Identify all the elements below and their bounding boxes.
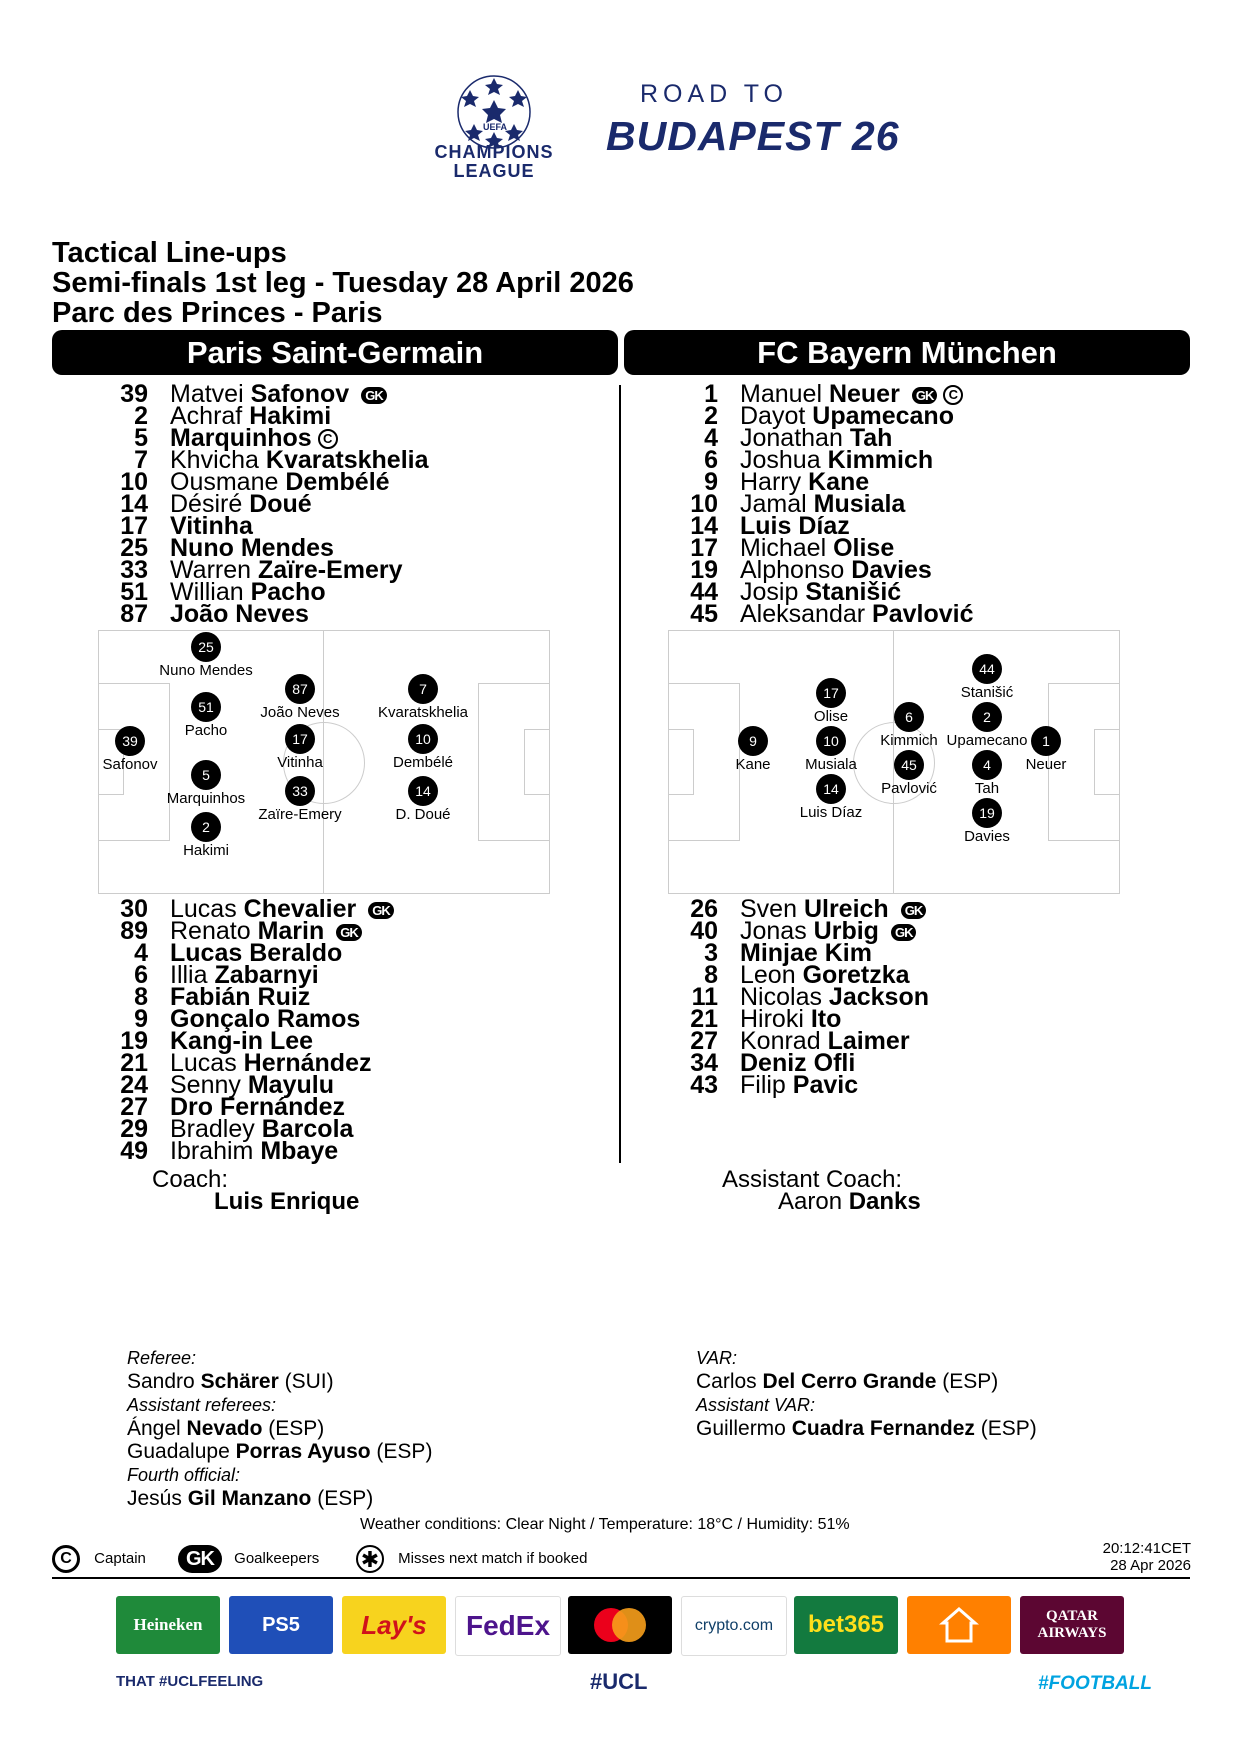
justeat-logo xyxy=(907,1596,1011,1654)
pitch-player-number: 39 xyxy=(115,726,145,756)
pitch-player-label: Nuno Mendes xyxy=(159,662,253,679)
player-row xyxy=(646,1027,1186,1055)
player-name: Dro Fernández xyxy=(170,1093,346,1121)
pitch-player-label: Musiala xyxy=(805,756,857,773)
pitch-player-number: 14 xyxy=(816,774,846,804)
goal-box-left xyxy=(669,729,694,795)
player-row xyxy=(646,983,1186,1011)
pitch-player-label: Safonov xyxy=(102,756,158,773)
sponsor-strip xyxy=(116,1596,1126,1654)
player-name: Konrad Laimer xyxy=(740,1027,910,1055)
ps5-logo: PS5 xyxy=(229,1596,333,1654)
player-number: 27 xyxy=(690,1027,718,1055)
legend-captain xyxy=(52,1545,146,1573)
player-number: 34 xyxy=(690,1049,718,1077)
player-name: Jamal Musiala xyxy=(740,490,906,518)
player-row xyxy=(646,1049,1186,1077)
pitch-player-number: 51 xyxy=(191,692,221,722)
player-name: Matvei Safonov GK xyxy=(170,383,387,405)
player-name: Lucas Chevalier GK xyxy=(170,898,394,920)
player-name: Renato Marin GK xyxy=(170,920,362,942)
ucl-line-1: CHAMPIONS xyxy=(434,142,554,162)
player-number: 7 xyxy=(134,446,148,474)
player-name: Michael Olise xyxy=(740,534,895,562)
player-name: Harry Kane xyxy=(740,468,870,496)
player-row xyxy=(76,1115,616,1143)
captain-icon: C xyxy=(943,385,963,405)
timestamp-date: 28 Apr 2026 xyxy=(1110,1557,1191,1574)
budapest-label: BUDAPEST 26 xyxy=(606,113,900,159)
fedex-logo: FedEx xyxy=(455,1596,561,1656)
pitch-player-label: Zaïre-Emery xyxy=(258,806,342,823)
player-number: 19 xyxy=(690,556,718,584)
player-row xyxy=(646,1071,1186,1099)
home-team-header: Paris Saint-Germain xyxy=(52,330,618,375)
player-number: 89 xyxy=(120,917,148,945)
away-team-header: FC Bayern München xyxy=(624,330,1190,375)
player-row xyxy=(646,1005,1186,1033)
pitch-player-number: 2 xyxy=(972,702,1002,732)
uefa-label: UEFA xyxy=(482,122,507,132)
player-name: Bradley Barcola xyxy=(170,1115,354,1143)
goalkeeper-icon: GK xyxy=(901,902,927,919)
player-name: Manuel Neuer GK C xyxy=(740,383,963,405)
pitch-player-label: Upamecano xyxy=(946,732,1028,749)
fourth-official-name: Jesús Gil Manzano (ESP) xyxy=(127,1487,374,1510)
assistant-referees-label: Assistant referees: xyxy=(127,1395,277,1415)
player-number: 4 xyxy=(134,939,148,967)
mastercard-circles-icon xyxy=(588,1605,652,1645)
assistant-referee-2: Guadalupe Porras Ayuso (ESP) xyxy=(127,1440,433,1463)
player-name: Vitinha xyxy=(170,512,253,540)
away-starters-list xyxy=(646,380,1186,628)
pitch-player-label: Neuer xyxy=(1025,756,1067,773)
pitch-player-label: Kimmich xyxy=(880,732,938,749)
player-name: João Neves xyxy=(170,600,309,628)
player-row xyxy=(646,490,1186,518)
player-name: Lucas Beraldo xyxy=(170,939,343,967)
player-number: 10 xyxy=(690,490,718,518)
player-number: 8 xyxy=(134,983,148,1011)
house-icon xyxy=(939,1605,979,1645)
player-name: Dayot Upamecano xyxy=(740,402,954,430)
player-name: Joshua Kimmich xyxy=(740,446,934,474)
footer-hashtag-left: THAT #UCLFEELING xyxy=(116,1673,264,1690)
player-row xyxy=(646,895,1186,923)
goalkeeper-legend-text: Goalkeepers xyxy=(234,1549,320,1567)
player-name: Nuno Mendes xyxy=(170,534,334,562)
player-number: 4 xyxy=(704,424,718,452)
player-name: Alphonso Davies xyxy=(740,556,932,584)
player-name: Aleksandar Pavlović xyxy=(740,600,974,628)
pitch-player-number: 33 xyxy=(285,776,315,806)
player-name: Hiroki Ito xyxy=(740,1005,842,1033)
captain-legend-text: Captain xyxy=(94,1549,146,1567)
timestamp-time: 20:12:41CET xyxy=(1102,1540,1191,1557)
player-name: Lucas Hernández xyxy=(170,1049,372,1077)
player-row xyxy=(76,380,616,408)
divider xyxy=(52,1577,1190,1579)
player-name: Marquinhos C xyxy=(170,427,338,449)
legend-booked xyxy=(356,1545,587,1573)
referee-label: Referee: xyxy=(127,1348,197,1368)
road-to-label: ROAD TO xyxy=(640,80,788,108)
player-name: Jonas Urbig GK xyxy=(740,920,916,942)
pitch-player-label: Tah xyxy=(974,780,1000,797)
footer-hashtag-center: #UCL xyxy=(590,1669,648,1694)
player-number: 8 xyxy=(704,961,718,989)
player-row xyxy=(646,468,1186,496)
pitch-player-label: Olise xyxy=(813,708,849,725)
pitch-player-number: 4 xyxy=(972,750,1002,780)
captain-icon: C xyxy=(318,429,338,449)
player-name: Filip Pavic xyxy=(740,1071,859,1099)
player-number: 21 xyxy=(120,1049,148,1077)
player-row xyxy=(76,961,616,989)
player-number: 3 xyxy=(704,939,718,967)
player-number: 49 xyxy=(120,1137,148,1165)
player-name: Achraf Hakimi xyxy=(170,402,332,430)
player-name: Minjae Kim xyxy=(740,939,872,967)
player-number: 21 xyxy=(690,1005,718,1033)
mastercard-logo xyxy=(568,1596,672,1654)
player-name: Josip Stanišić xyxy=(740,578,902,606)
pitch-player-number: 14 xyxy=(408,776,438,806)
player-name: Khvicha Kvaratskhelia xyxy=(170,446,429,474)
player-name: Gonçalo Ramos xyxy=(170,1005,361,1033)
player-number: 11 xyxy=(691,983,718,1011)
heineken-logo: Heineken xyxy=(116,1596,220,1654)
venue-info: Parc des Princes - Paris xyxy=(52,297,383,329)
lays-logo: Lay's xyxy=(342,1596,446,1654)
pitch-player-number: 17 xyxy=(816,678,846,708)
pitch-player-number: 25 xyxy=(191,632,221,662)
pitch-player-number: 2 xyxy=(191,812,221,842)
pitch-player-number: 7 xyxy=(408,674,438,704)
player-number: 45 xyxy=(690,600,718,628)
player-number: 33 xyxy=(120,556,148,584)
goalkeeper-icon: GK xyxy=(912,387,938,404)
pitch-player-number: 1 xyxy=(1031,726,1061,756)
player-number: 9 xyxy=(704,468,718,496)
weather-conditions: Weather conditions: Clear Night / Temperature: 18°C / Humidity: 51% xyxy=(360,1516,850,1533)
player-number: 5 xyxy=(134,424,148,452)
pitch-player-label: Kvaratskhelia xyxy=(377,704,469,721)
player-row xyxy=(76,1137,616,1165)
player-row xyxy=(646,917,1186,945)
officials-right xyxy=(696,1346,1037,1440)
home-pitch xyxy=(98,630,550,894)
pitch-player-number: 19 xyxy=(972,798,1002,828)
pitch-player-label: Kane xyxy=(735,756,771,773)
pitch-player-number: 9 xyxy=(738,726,768,756)
player-number: 1 xyxy=(704,380,718,408)
player-number: 6 xyxy=(704,446,718,474)
away-coach-label: Assistant Coach: xyxy=(722,1166,903,1193)
assistant-referee-1: Ángel Nevado (ESP) xyxy=(127,1417,325,1440)
cryptocom-logo: crypto.com xyxy=(681,1596,787,1656)
ucl-wordmark xyxy=(418,143,570,181)
pitch-player-label: D. Doué xyxy=(395,806,451,823)
booked-legend-text: Misses next match if booked xyxy=(398,1549,588,1567)
footer-hashtag-right: #FOOTBALL xyxy=(1038,1673,1152,1694)
player-row xyxy=(646,600,1186,628)
goalkeeper-icon: GK xyxy=(361,387,387,404)
pitch-player-number: 6 xyxy=(894,702,924,732)
player-number: 44 xyxy=(690,578,718,606)
player-name: Ibrahim Mbaye xyxy=(170,1137,339,1165)
player-name: Illia Zabarnyi xyxy=(170,961,319,989)
player-row xyxy=(646,402,1186,430)
column-divider xyxy=(619,385,621,1163)
player-name: Nicolas Jackson xyxy=(740,983,929,1011)
goalkeeper-icon: GK xyxy=(891,924,917,941)
player-number: 14 xyxy=(120,490,148,518)
pitch-player-number: 44 xyxy=(972,654,1002,684)
player-number: 14 xyxy=(690,512,718,540)
pitch-player-label: Vitinha xyxy=(277,754,323,771)
player-number: 51 xyxy=(120,578,148,606)
assistant-var-name: Guillermo Cuadra Fernandez (ESP) xyxy=(696,1417,1037,1440)
player-name: Ousmane Dembélé xyxy=(170,468,390,496)
var-name: Carlos Del Cerro Grande (ESP) xyxy=(696,1370,999,1393)
match-info: Semi-finals 1st leg - Tuesday 28 April 2026 xyxy=(52,267,634,299)
player-number: 17 xyxy=(120,512,148,540)
pitch-player-number: 17 xyxy=(285,724,315,754)
home-starters-list xyxy=(76,380,616,628)
pitch-player-label: Davies xyxy=(964,828,1010,845)
pitch-player-label: João Neves xyxy=(260,704,340,721)
pitch-player-number: 10 xyxy=(408,724,438,754)
page-title: Tactical Line-ups xyxy=(52,237,287,269)
player-number: 9 xyxy=(134,1005,148,1033)
player-row xyxy=(76,939,616,967)
officials-left xyxy=(127,1346,432,1510)
player-row xyxy=(76,895,616,923)
player-number: 87 xyxy=(120,600,148,628)
bet365-logo: bet365 xyxy=(794,1596,898,1654)
player-number: 39 xyxy=(120,380,148,408)
player-row xyxy=(76,1049,616,1077)
player-row xyxy=(646,512,1186,540)
home-coach-label: Coach: xyxy=(152,1166,229,1193)
player-number: 6 xyxy=(134,961,148,989)
captain-icon: C xyxy=(52,1545,80,1573)
pitch-player-label: Marquinhos xyxy=(166,790,246,807)
player-row xyxy=(76,556,616,584)
player-row xyxy=(646,939,1186,967)
pitch-player-label: Pavlović xyxy=(881,780,937,797)
player-name: Kang-in Lee xyxy=(170,1027,314,1055)
away-pitch xyxy=(668,630,1120,894)
player-row xyxy=(76,917,616,945)
goal-box-right xyxy=(1094,729,1119,795)
player-name: Deniz Ofli xyxy=(740,1049,856,1077)
player-row xyxy=(76,578,616,606)
player-row xyxy=(76,512,616,540)
player-number: 2 xyxy=(704,402,718,430)
player-number: 24 xyxy=(120,1071,148,1099)
player-name: Jonathan Tah xyxy=(740,424,893,452)
player-number: 19 xyxy=(120,1027,148,1055)
player-row xyxy=(646,556,1186,584)
player-row xyxy=(76,490,616,518)
player-number: 43 xyxy=(690,1071,718,1099)
player-name: Senny Mayulu xyxy=(170,1071,334,1099)
player-row xyxy=(76,1005,616,1033)
pitch-player-label: Stanišić xyxy=(960,684,1014,701)
assistant-var-label: Assistant VAR: xyxy=(696,1395,816,1415)
player-number: 10 xyxy=(120,468,148,496)
fourth-official-label: Fourth official: xyxy=(127,1465,241,1485)
away-coach-name: Aaron Danks xyxy=(778,1188,921,1215)
goalkeeper-icon: GK xyxy=(368,902,394,919)
player-number: 29 xyxy=(120,1115,148,1143)
player-number: 2 xyxy=(134,402,148,430)
pitch-player-label: Pacho xyxy=(184,722,228,739)
ucl-line-2: LEAGUE xyxy=(453,161,535,181)
legend-goalkeepers xyxy=(178,1545,319,1573)
player-name: Luis Díaz xyxy=(740,512,850,540)
timestamp xyxy=(1103,1540,1191,1574)
pitch-player-number: 87 xyxy=(285,674,315,704)
player-row xyxy=(76,1071,616,1099)
player-name: Willian Pacho xyxy=(170,578,326,606)
pitch-player-number: 5 xyxy=(191,760,221,790)
player-row xyxy=(646,446,1186,474)
player-row xyxy=(76,468,616,496)
player-row xyxy=(76,402,616,430)
pitch-player-label: Hakimi xyxy=(183,842,229,859)
goalkeeper-icon: GK xyxy=(178,1545,222,1573)
booking-icon: ✱ xyxy=(356,1545,384,1573)
referee-name: Sandro Schärer (SUI) xyxy=(127,1370,334,1393)
player-name: Désiré Doué xyxy=(170,490,312,518)
player-number: 25 xyxy=(120,534,148,562)
player-name: Sven Ulreich GK xyxy=(740,898,926,920)
qatar-airways-logo: QATAR AIRWAYS xyxy=(1020,1596,1124,1654)
player-name: Warren Zaïre-Emery xyxy=(170,556,403,584)
pitch-player-label: Dembélé xyxy=(392,754,454,771)
player-number: 40 xyxy=(690,917,718,945)
player-name: Fabián Ruiz xyxy=(170,983,311,1011)
player-row xyxy=(76,600,616,628)
pitch-player-label: Luis Díaz xyxy=(799,804,863,821)
player-number: 27 xyxy=(120,1093,148,1121)
player-number: 17 xyxy=(690,534,718,562)
player-number: 26 xyxy=(690,895,718,923)
player-name: Leon Goretzka xyxy=(740,961,910,989)
goal-box-right xyxy=(524,729,549,795)
home-subs-list xyxy=(76,895,616,1165)
pitch-player-number: 10 xyxy=(816,726,846,756)
goalkeeper-icon: GK xyxy=(336,924,362,941)
player-number: 30 xyxy=(120,895,148,923)
away-subs-list xyxy=(646,895,1186,1099)
pitch-player-number: 45 xyxy=(894,750,924,780)
home-coach-name: Luis Enrique xyxy=(214,1188,360,1215)
var-label: VAR: xyxy=(696,1348,738,1368)
